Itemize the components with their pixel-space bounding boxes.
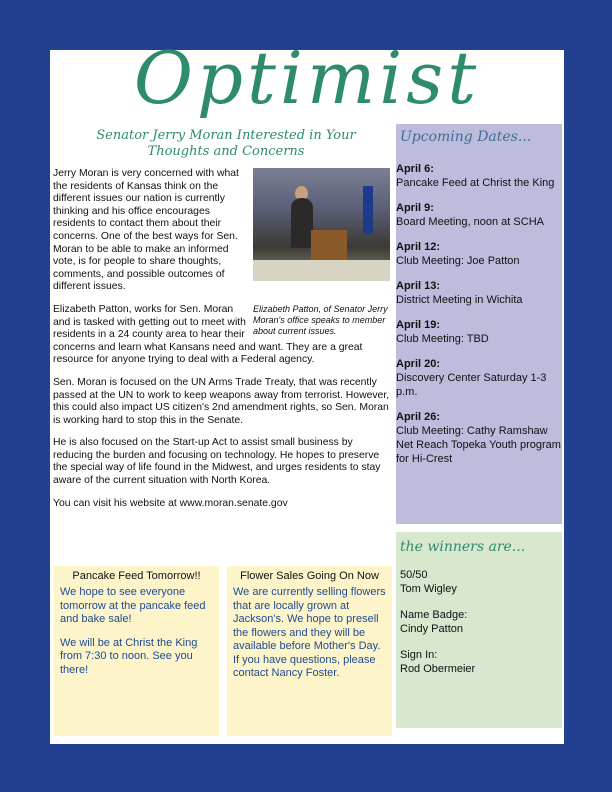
winner-name: Cindy Patton xyxy=(400,623,463,635)
event-date: April 12: xyxy=(396,241,441,253)
event-text: Discovery Center Saturday 1-3 p.m. xyxy=(396,372,547,398)
event-text: Board Meeting, noon at SCHA xyxy=(396,216,544,228)
events-list xyxy=(396,162,562,477)
event-date: April 13: xyxy=(396,280,441,292)
speaker-shape xyxy=(291,198,313,248)
winner-label: Sign In: xyxy=(400,649,438,661)
flower-sales-box xyxy=(227,566,392,736)
article-paragraph: Sen. Moran is focused on the UN Arms Trade Treaty, that was recently passed at the UN to work to keep weapons away from terrorist. However, this could also impact US citizen's 2nd amendment rights, so Sen. Moran is working hard to stop this in the Senate. xyxy=(53,376,390,426)
winner-name: Tom Wigley xyxy=(400,583,457,595)
winners-panel xyxy=(396,532,562,728)
article-paragraph: Elizabeth Patton, works for Sen. Moran and is tasked with getting out to meet with residents in a 24 county area to hear their concerns and learn what Kansans need and want. They are a great resource for anyone trying to deal with a Federal agency. xyxy=(53,303,363,366)
event-item xyxy=(396,410,562,466)
event-text: Club Meeting: Joe Patton xyxy=(396,255,520,267)
senator-office-photo xyxy=(253,168,390,281)
article-title-line: Thoughts and Concerns xyxy=(147,144,305,159)
upcoming-dates-panel xyxy=(396,124,562,524)
event-date: April 26: xyxy=(396,411,441,423)
article-website-line: You can visit his website at www.moran.senate.gov xyxy=(53,497,288,509)
event-item xyxy=(396,201,562,229)
winner-item xyxy=(396,568,475,596)
winners-list xyxy=(396,568,475,688)
article-title-line: Senator Jerry Moran Interested in Your xyxy=(96,128,356,143)
event-item xyxy=(396,357,562,399)
event-item xyxy=(396,240,562,268)
event-text: Club Meeting: TBD xyxy=(396,333,489,345)
winner-label: Name Badge: xyxy=(400,609,468,621)
masthead-title: Optimist xyxy=(133,36,481,120)
event-item xyxy=(396,162,562,190)
flag-shape xyxy=(363,186,373,234)
article-paragraph: Jerry Moran is very concerned with what the residents of Kansas think on the different issues our nation is currently thinking and his office encourages residents to contact them about their concerns. One of the best ways for Sen. Moran to be able to make an informed vote, is for people to share thoughts, comments, and possible outcomes of different issues. xyxy=(53,168,239,293)
pancake-feed-box xyxy=(54,566,219,736)
event-date: April 9: xyxy=(396,202,434,214)
article-title xyxy=(70,128,382,160)
winner-item xyxy=(396,608,475,636)
winners-heading: the winners are... xyxy=(400,539,526,555)
event-date: April 19: xyxy=(396,319,441,331)
article-paragraph: He is also focused on the Start-up Act to assist small business by reducing the burden and focusing on technology. He hopes to preserve the special way of life found in the Midwest, and urges residents to stay aware of the current situation with North Korea. xyxy=(53,437,381,487)
event-text: Pancake Feed at Christ the King xyxy=(396,177,555,189)
flower-sales-paragraph: We are currently selling flowers that are locally grown at Jackson's. We hope to presell the flowers and they will be available before Mother's Day. If you have questions, please contact Nancy Foster. xyxy=(233,586,386,679)
pancake-feed-paragraph: We will be at Christ the King from 7:30 to noon. See you there! xyxy=(60,636,198,676)
event-item xyxy=(396,318,562,346)
photo-caption: Elizabeth Patton, of Senator Jerry Moran's office speaks to member about current issues. xyxy=(253,303,388,336)
pancake-feed-title: Pancake Feed Tomorrow!! xyxy=(72,570,201,582)
event-text: Club Meeting: Cathy Ramshaw Net Reach Topeka Youth program for Hi-Crest xyxy=(396,425,561,465)
event-item xyxy=(396,279,562,307)
winner-label: 50/50 xyxy=(400,569,428,581)
upcoming-dates-heading: Upcoming Dates... xyxy=(400,129,532,145)
event-date: April 6: xyxy=(396,163,434,175)
article-body xyxy=(53,168,390,520)
winner-name: Rod Obermeier xyxy=(400,663,476,675)
table-shape xyxy=(253,260,390,281)
flower-sales-title: Flower Sales Going On Now xyxy=(240,570,379,582)
winner-item xyxy=(396,648,475,676)
event-text: District Meeting in Wichita xyxy=(396,294,523,306)
event-date: April 20: xyxy=(396,358,441,370)
pancake-feed-paragraph: We hope to see everyone tomorrow at the pancake feed and bake sale! xyxy=(60,586,206,625)
